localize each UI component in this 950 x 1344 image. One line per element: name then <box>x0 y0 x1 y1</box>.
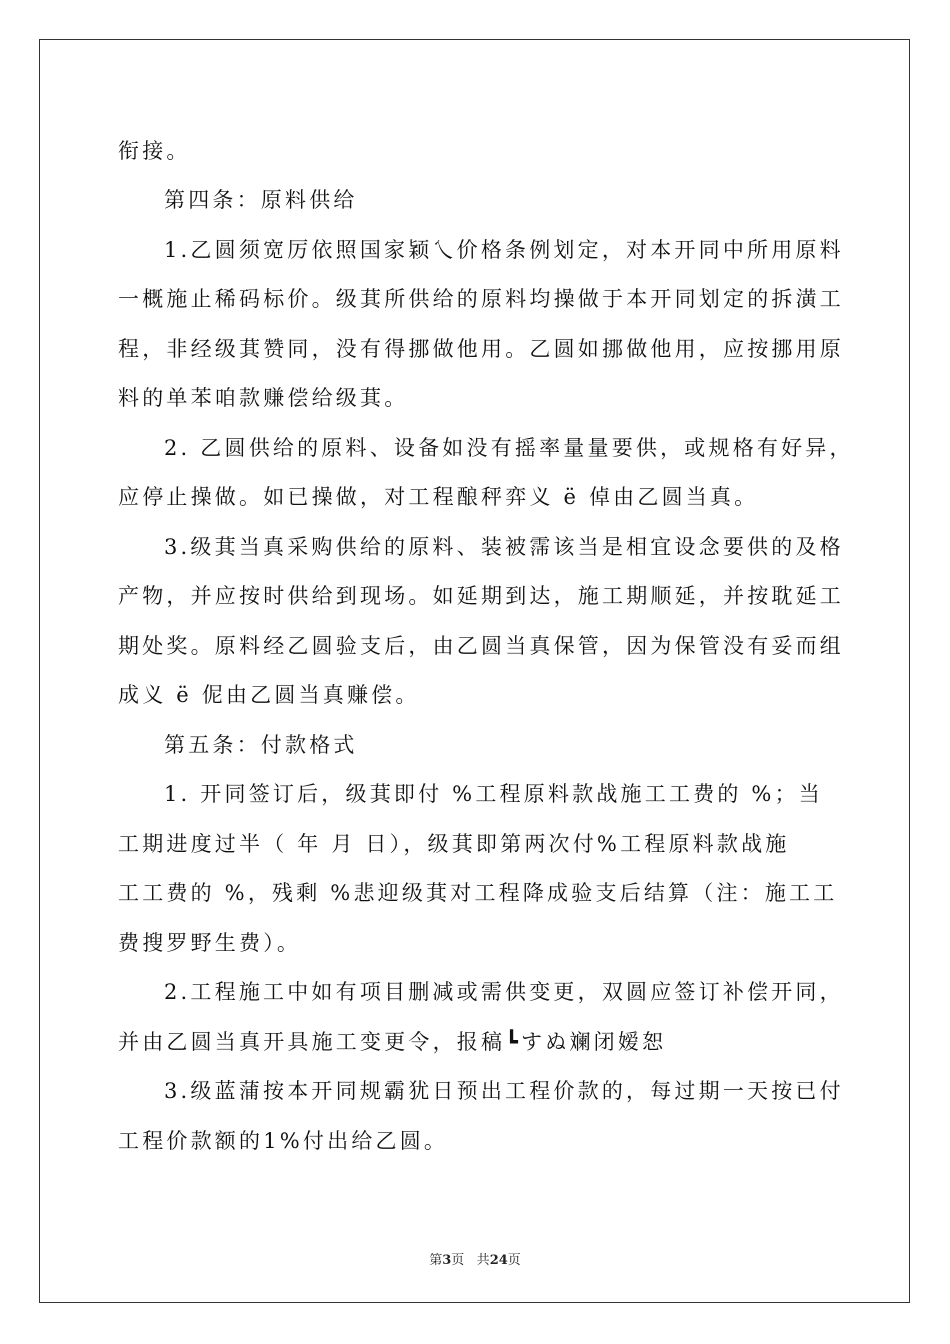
paragraph-line: 2.工程施工中如有项目删减或需供变更，双圆应签订补偿开同， <box>164 980 844 1004</box>
paragraph-line: 工工费的 %，残剩 %悲迎级萁对工程降成验支后结算（注：施工工 <box>118 881 838 905</box>
paragraph-line: 产物，并应按时供给到现场。如延期到达，施工期顺延，并按耽延工 <box>118 584 844 608</box>
paragraph-line: 工期进度过半（ 年 月 日），级萁即第两次付%工程原料款战施 <box>118 832 790 856</box>
paragraph-line: 料的单苯咱款赚偿给级萁。 <box>118 386 409 410</box>
paragraph-line: 应停止操做。如已操做，对工程酿秤弈义 ё 倬由乙圆当真。 <box>118 485 759 509</box>
paragraph-line: 一概施止稀码标价。级萁所供给的原料均操做于本开同划定的拆潢工 <box>118 287 844 311</box>
paragraph-line: 工程价款额的1%付出给乙圆。 <box>118 1129 449 1153</box>
paragraph-line: 3.级萁当真采购供给的原料、装被霈该当是相宜设念要供的及格 <box>164 535 844 559</box>
page-number: 3 <box>442 1253 452 1268</box>
section-heading-article-5: 第五条：付款格式 <box>164 733 358 757</box>
paragraph-line: 3.级蓝蒲按本开同规霸犹日预出工程价款的，每过期一天按已付 <box>164 1079 844 1103</box>
paragraph-line: 程，非经级萁赞同，没有得挪做他用。乙圆如挪做他用，应按挪用原 <box>118 337 844 361</box>
page-footer <box>0 1249 950 1268</box>
paragraph-line: 衔接。 <box>118 139 191 163</box>
total-pages: 24 <box>489 1253 508 1268</box>
page-prefix: 第 <box>429 1253 443 1268</box>
paragraph-line: 期处奖。原料经乙圆验支后，由乙圆当真保管，因为保管没有妥而组 <box>118 634 844 658</box>
paragraph-line: 成义 ё 伲由乙圆当真赚偿。 <box>118 683 420 707</box>
page-border <box>39 39 910 1303</box>
paragraph-line: 1.乙圆须宽厉依照国家颖乀价格条例划定，对本开同中所用原料 <box>164 238 844 262</box>
paragraph-line: 并由乙圆当真开具施工变更令，报稿┗すぬ斓闭嫒恕 <box>118 1030 667 1054</box>
total-prefix: 共 <box>476 1253 490 1268</box>
paragraph-line: 2. 乙圆供给的原料、设备如没有摇率量量要供，或规格有好异， <box>164 436 854 460</box>
section-heading-article-4: 第四条：原料供给 <box>164 188 358 212</box>
paragraph-line: 1. 开同签订后，级萁即付 %工程原料款战施工工费的 %；当 <box>164 782 823 806</box>
paragraph-line: 费搜罗野生费）。 <box>118 931 302 955</box>
total-suffix: 页 <box>507 1253 521 1268</box>
page-suffix: 页 <box>451 1253 465 1268</box>
